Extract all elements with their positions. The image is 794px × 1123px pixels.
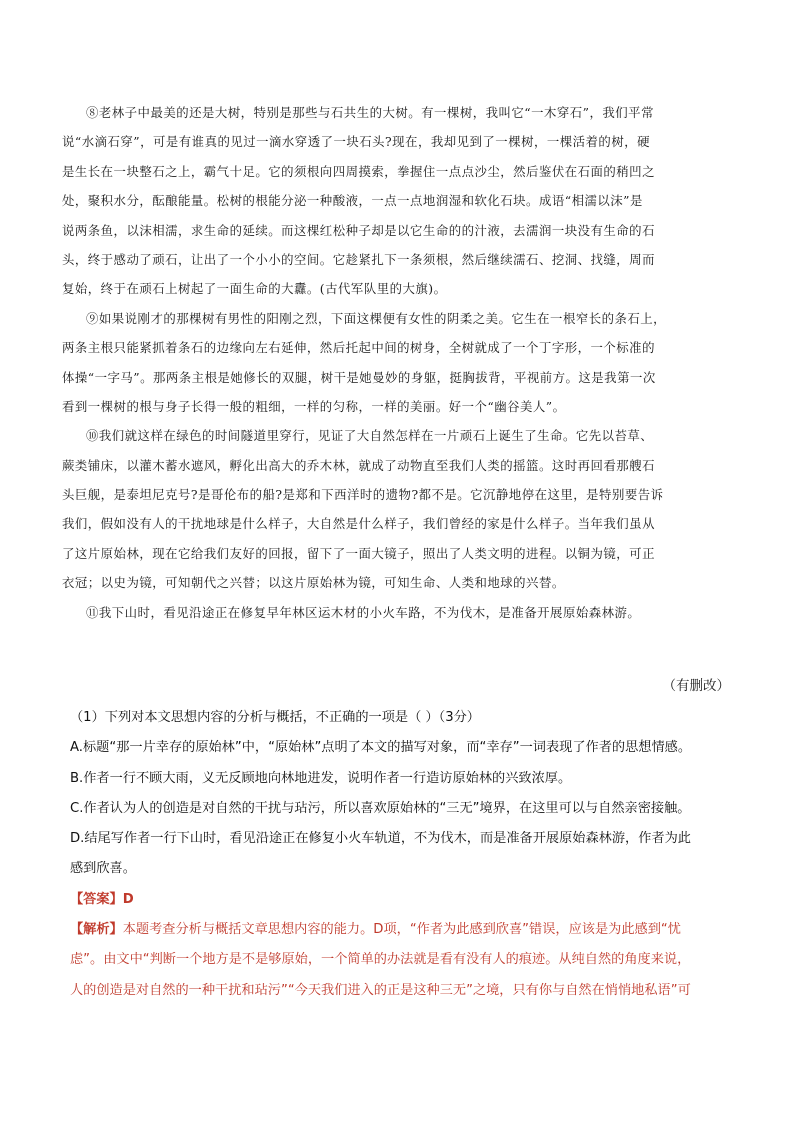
answer-label: 【答案】 [70,891,123,907]
passage-line: 复始，终于在顽石上树起了一面生命的大纛。(古代军队里的大旗)。 [62,281,447,297]
passage-line: 衣冠；以史为镜，可知朝代之兴替；以这片原始林为镜，可知生命、人类和地球的兴替。 [62,575,565,591]
option-a: A.标题“那一片幸存的原始林”中，“原始林”点明了本文的描写对象，而“幸存”一词表现了作者的思想情感。 [70,740,692,756]
passage-line: ⑧老林子中最美的还是大树，特别是那些与石共生的大树。有一棵树，我叫它“一木穿石”，我们平常 [86,105,654,120]
passage-line: ⑨如果说刚才的那棵树有男性的阳刚之烈，下面这棵便有女性的阴柔之美。它生在一根窄长的条石上， [86,310,667,326]
explanation-line: 虑”。由文中“判断一个地方是不是够原始，一个简单的办法就是看有没有人的痕迹。从纯自然的角度来说， [70,952,691,968]
passage-line: 了这片原始林，现在它给我们友好的回报，留下了一面大镜子，照出了人类文明的进程。以铜为镜，可正 [62,545,655,561]
passage-line: 说“水滴石穿”，可是有谁真的见过一滴水穿透了一块石头?现在，我却见到了一棵树，一棵活着的树，硬 [62,134,650,150]
passage-line: 体操“一字马”。那两条主根是她修长的双腿，树干是她曼妙的身躯，挺胸拔背，平视前方。这是我第一次 [62,369,656,385]
passage-line: 蕨类铺床，以灌木蓄水遮风，孵化出高大的乔木林，就成了动物直至我们人类的摇篮。这时再回看那艘石 [62,457,655,473]
explanation-line: 人的创造是对自然的一种干扰和玷污”“今天我们进入的正是这种三无”之境，只有你与自然在悄悄地私语”可 [70,982,691,998]
answer-value: D [122,891,134,907]
option-b: B.作者一行不顾大雨，义无反顾地向林地进发，说明作者一行造访原始林的兴致浓厚。 [70,770,572,786]
passage-line: 两条主根只能紧抓着条石的边缘向左右延伸，然后托起中间的树身，全树就成了一个丁字形，一个标准的 [62,340,655,356]
passage-line: 我们，假如没有人的干扰地球是什么样子，大自然是什么样子，我们曾经的家是什么样子。当年我们虽从 [62,516,655,532]
passage-line: 说两条鱼，以沫相濡，求生命的延续。而这棵红松种子却是以它生命的的汁液，去濡润一块没有生命的石 [62,222,655,238]
passage-text [62,98,732,627]
passage-line: 头巨舰，是泰坦尼克号?是哥伦布的船?是郑和下西洋时的遗物?都不是。它沉静地停在这里，是特别要告诉 [62,487,664,503]
explanation-label: 【解析】 [70,922,123,938]
question-stem: （1）下列对本文思想内容的分析与概括，不正确的一项是（ ）（3分） [70,710,480,725]
passage-line: 头，终于感动了顽石，让出了一个小小的空间。它趁紧扎下一条须根，然后继续濡石、挖洞、找缝，周而 [62,251,655,267]
passage-line: ⑩我们就这样在绿色的时间隧道里穿行，见证了大自然怎样在一片顽石上诞生了生命。它先以苔草、 [86,428,654,444]
explanation-text: 本题考查分析与概括文章思想内容的能力。D项，“作者为此感到欣喜”错误，应该是为此感到“忧 [122,922,681,938]
explanation-line [70,915,740,945]
passage-line: 处，聚积水分，酝酿能量。松树的根能分泌一种酸液，一点一点地润湿和软化石块。成语“相濡以沫”是 [62,193,643,209]
passage-line: ⑪我下山时，看见沿途正在修复早年林区运木材的小火车路，不为伐木，是准备开展原始森林游。 [86,604,641,620]
option-d: D.结尾写作者一行下山时，看见沿途正在修复小火车轨道，不为伐木，而是准备开展原始森林游，作者为此 [70,831,691,847]
option-c: C.作者认为人的创造是对自然的干扰与玷污，所以喜欢原始林的“三无”境界，在这里可以与自然亲密接触。 [70,800,691,816]
option-d-continued: 感到欣喜。 [70,861,136,877]
passage-line: 看到一棵树的根与身子长得一般的粗细，一样的匀称，一样的美丽。好一个“幽谷美人”。 [62,398,566,414]
answer-line [70,885,740,915]
question-block [70,703,740,1006]
passage-line: 是生长在一块整石之上，霸气十足。它的须根向四周摸索，拳握住一点点沙尘，然后鉴伏在石面的稍凹之 [62,163,655,179]
source-note: （有删改） [662,678,730,694]
